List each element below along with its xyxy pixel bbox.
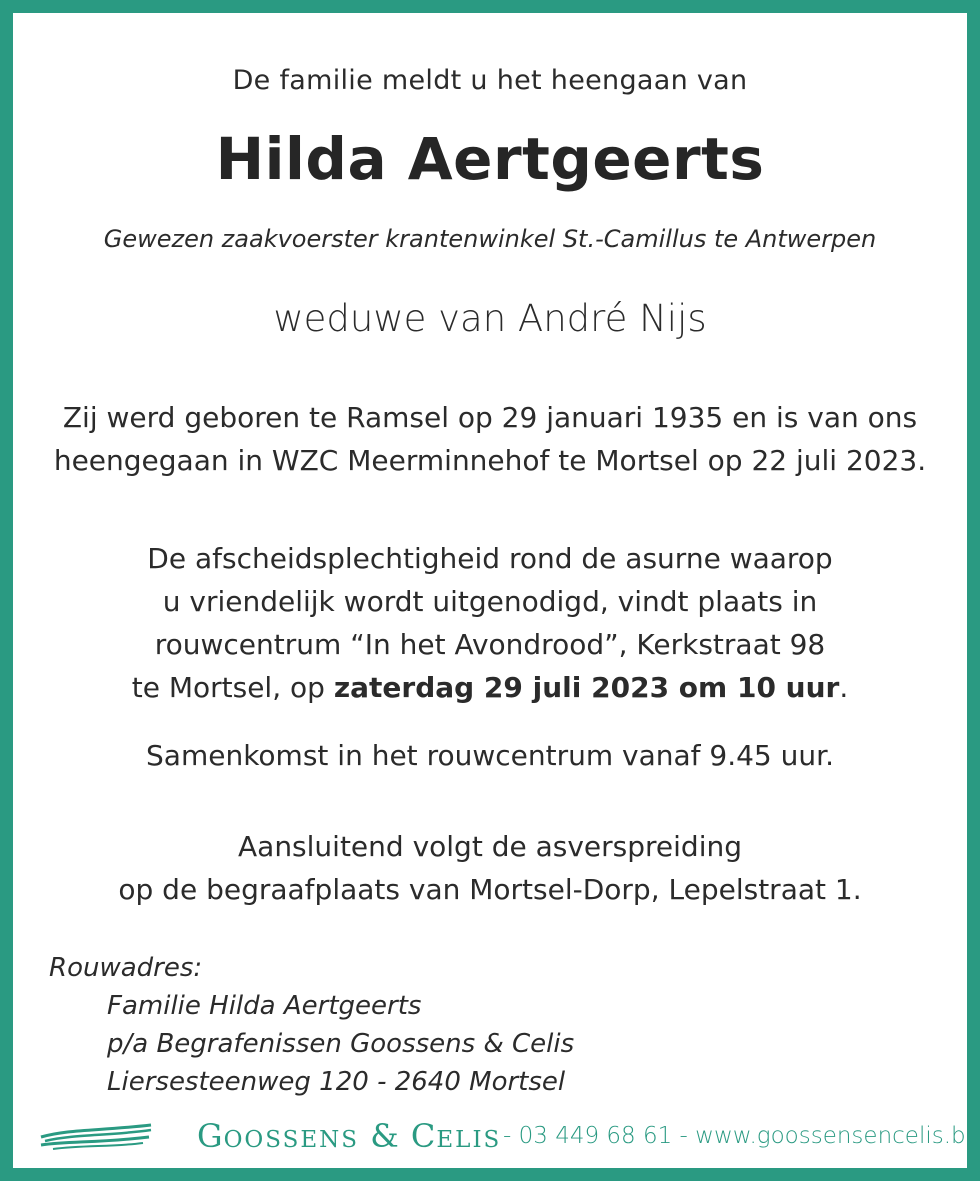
ceremony-suffix: . xyxy=(839,671,849,704)
address-line-1: Familie Hilda Aertgeerts xyxy=(107,991,422,1021)
ceremony-prefix: te Mortsel, op xyxy=(131,671,334,704)
brand-oossens: OOSSENS xyxy=(223,1127,360,1153)
gathering-text: Samenkomst in het rouwcentrum vanaf 9.45 uur. xyxy=(146,739,834,772)
birth-line-2: heengegaan in WZC Meerminnehof te Mortsel op 22 juli 2023. xyxy=(53,444,927,477)
brand-initial-g: G xyxy=(197,1117,224,1155)
brand-ampersand: & xyxy=(359,1117,411,1155)
scattering-line-2: op de begraafplaats van Mortsel-Dorp, Lepelstraat 1. xyxy=(118,873,862,906)
deceased-name: Hilda Aertgeerts xyxy=(215,125,765,193)
contact-info: - 03 449 68 61 - www.goossensencelis.be xyxy=(503,1123,980,1149)
ceremony-line-2: u vriendelijk wordt uitgenodigd, vindt plaats in xyxy=(162,585,818,618)
address-line-3: Liersesteenweg 120 - 2640 Mortsel xyxy=(107,1067,566,1097)
ceremony-line-4 xyxy=(13,666,967,709)
ceremony-paragraph xyxy=(13,537,967,709)
brand-initial-c: C xyxy=(410,1117,437,1155)
wave-logo-icon xyxy=(39,1121,155,1157)
address-heading: Rouwadres: xyxy=(49,953,203,983)
ceremony-line-1: De afscheidsplechtigheid rond de asurne waarop xyxy=(147,542,833,575)
brand-elis: ELIS xyxy=(436,1127,502,1153)
widow-of: weduwe van André Nijs xyxy=(273,297,707,340)
former-role: Gewezen zaakvoerster krantenwinkel St.-Camillus te Antwerpen xyxy=(103,225,877,253)
intro-text: De familie meldt u het heengaan van xyxy=(232,65,748,96)
ceremony-line-3: rouwcentrum “In het Avondrood”, Kerkstraat 98 xyxy=(154,628,826,661)
scattering-paragraph xyxy=(13,825,967,911)
obituary-card xyxy=(13,13,980,1168)
mourning-address xyxy=(49,949,574,1101)
birth-paragraph xyxy=(13,396,967,482)
funeral-home-footer xyxy=(39,1117,980,1157)
birth-line-1: Zij werd geboren te Ramsel op 29 januari 1935 en is van ons xyxy=(62,401,918,434)
address-line-2: p/a Begrafenissen Goossens & Celis xyxy=(107,1029,575,1059)
ceremony-date: zaterdag 29 juli 2023 om 10 uur xyxy=(333,671,840,704)
brand-name xyxy=(197,1117,501,1155)
scattering-line-1: Aansluitend volgt de asverspreiding xyxy=(238,830,742,863)
